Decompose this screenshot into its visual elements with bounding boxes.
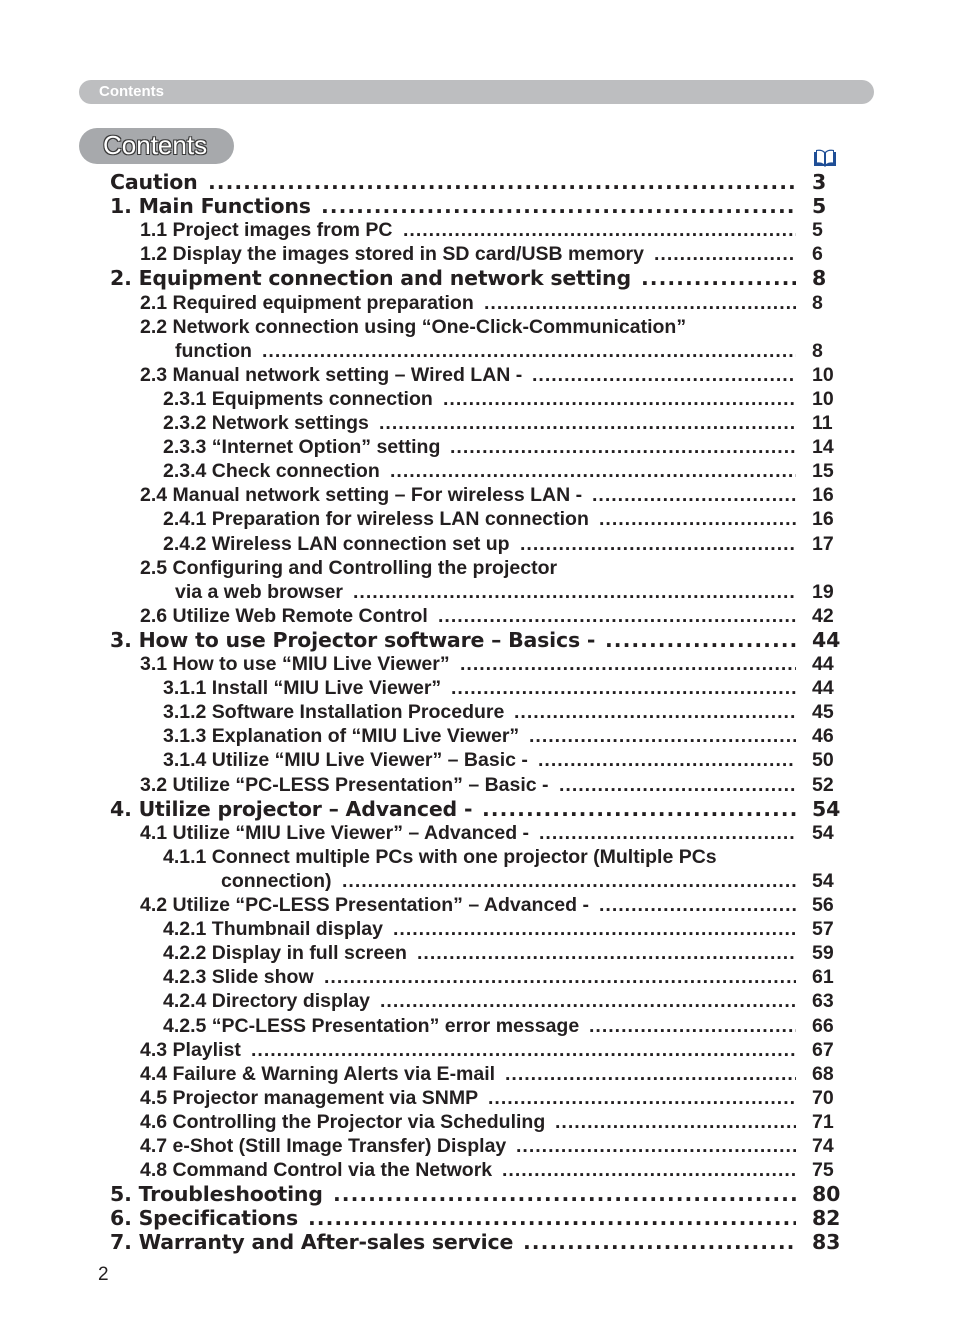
toc-section-row[interactable]: [0, 724, 954, 748]
toc-page-number: 50: [812, 749, 834, 771]
toc-entry-title: 4.2.2 Display in full screen: [163, 942, 407, 964]
toc-dot-leader: [559, 773, 796, 797]
toc-section-row[interactable]: [0, 917, 954, 941]
toc-chapter-row[interactable]: [0, 266, 954, 290]
toc-dot-leader: [532, 363, 796, 387]
toc-dot-leader: [460, 652, 796, 676]
toc-section-row[interactable]: [0, 893, 954, 917]
toc-entry-title: 4.1.1 Connect multiple PCs with one projector (Multiple PCs: [163, 846, 717, 868]
toc-section-row[interactable]: [0, 339, 954, 363]
toc-chapter-row[interactable]: [0, 1182, 954, 1206]
toc-dot-leader: [438, 604, 796, 628]
toc-entry-title: 3.2 Utilize “PC-LESS Presentation” – Basic -: [140, 774, 549, 796]
toc-entry-title: 2.6 Utilize Web Remote Control: [140, 605, 428, 627]
toc-page-number: 68: [812, 1063, 834, 1085]
toc-dot-leader: [482, 797, 796, 821]
toc-entry-title: 4.3 Playlist: [140, 1039, 241, 1061]
toc-page-number: 63: [812, 990, 834, 1012]
toc-entry-title: 1. Main Functions: [110, 194, 311, 218]
toc-entry-title: 4.2 Utilize “PC-LESS Presentation” – Advanced -: [140, 894, 589, 916]
toc-dot-leader: [538, 748, 796, 772]
toc-page-number: 57: [812, 918, 834, 940]
toc-page-number: 44: [812, 628, 841, 652]
toc-section-row[interactable]: [0, 748, 954, 772]
toc-page-number: 16: [812, 484, 834, 506]
toc-dot-leader: [379, 411, 796, 435]
toc-dot-leader: [321, 194, 796, 218]
toc-section-row[interactable]: [0, 1038, 954, 1062]
toc-dot-leader: [443, 387, 796, 411]
toc-section-row[interactable]: [0, 459, 954, 483]
toc-section-row[interactable]: [0, 700, 954, 724]
toc-page-number: 14: [812, 436, 834, 458]
toc-page-number: 52: [812, 774, 834, 796]
toc-section-row[interactable]: [0, 291, 954, 315]
toc-page-number: 66: [812, 1015, 834, 1037]
toc-page-number: 8: [812, 292, 823, 314]
toc-section-row[interactable]: [0, 604, 954, 628]
toc-entry-title: 2.3.4 Check connection: [163, 460, 380, 482]
contents-title-badge: [79, 128, 234, 164]
toc-section-row[interactable]: [0, 387, 954, 411]
toc-page-number: 16: [812, 508, 834, 530]
toc-dot-leader: [450, 435, 796, 459]
toc-entry-title: 4.8 Command Control via the Network: [140, 1159, 493, 1181]
toc-chapter-row[interactable]: [0, 1206, 954, 1230]
toc-dot-leader: [208, 170, 796, 194]
toc-page-number: 3: [812, 170, 827, 194]
toc-dot-leader: [353, 580, 796, 604]
toc-section-row[interactable]: [0, 363, 954, 387]
toc-page-number: 44: [812, 653, 834, 675]
toc-dot-leader: [488, 1086, 796, 1110]
toc-section-row[interactable]: [0, 315, 954, 339]
toc-entry-title: 3.1.2 Software Installation Procedure: [163, 701, 505, 723]
toc-section-row[interactable]: [0, 1086, 954, 1110]
toc-dot-leader: [451, 676, 796, 700]
toc-section-row[interactable]: [0, 507, 954, 531]
toc-dot-leader: [308, 1206, 796, 1230]
toc-dot-leader: [393, 917, 796, 941]
toc-entry-title: 2.1 Required equipment preparation: [140, 292, 474, 314]
toc-entry-title: 1.2 Display the images stored in SD card/USB memory: [140, 243, 644, 265]
toc-section-row[interactable]: [0, 1134, 954, 1158]
toc-page-number: 15: [812, 460, 834, 482]
toc-section-row[interactable]: [0, 965, 954, 989]
header-label: Contents: [99, 83, 164, 100]
toc-page-number: 17: [812, 533, 834, 555]
toc-section-row[interactable]: [0, 532, 954, 556]
toc-entry-title: 4.5 Projector management via SNMP: [140, 1087, 479, 1109]
toc-section-row[interactable]: [0, 1014, 954, 1038]
toc-chapter-row[interactable]: [0, 170, 954, 194]
toc-page-number: 44: [812, 677, 834, 699]
toc-dot-leader: [390, 459, 796, 483]
toc-dot-leader: [539, 821, 796, 845]
toc-page-number: 54: [812, 797, 841, 821]
toc-section-row[interactable]: [0, 218, 954, 242]
toc-dot-leader: [251, 1038, 796, 1062]
toc-dot-leader: [333, 1182, 796, 1206]
toc-dot-leader: [641, 266, 796, 290]
toc-section-row[interactable]: [0, 1062, 954, 1086]
toc-chapter-row[interactable]: [0, 628, 954, 652]
toc-page-number: 61: [812, 966, 834, 988]
toc-chapter-row[interactable]: [0, 797, 954, 821]
toc-entry-title: 5. Troubleshooting: [110, 1182, 323, 1206]
toc-entry-title: 3. How to use Projector software – Basics -: [110, 628, 596, 652]
toc-dot-leader: [516, 1134, 796, 1158]
toc-entry-title: 2.3.2 Network settings: [163, 412, 369, 434]
toc-entry-title: 4.2.3 Slide show: [163, 966, 314, 988]
toc-page-number: 8: [812, 266, 827, 290]
toc-section-row[interactable]: [0, 242, 954, 266]
toc-page-number: 19: [812, 581, 834, 603]
toc-dot-leader: [605, 628, 796, 652]
toc-dot-leader: [599, 507, 796, 531]
toc-page-number: 54: [812, 870, 834, 892]
toc-section-row[interactable]: [0, 435, 954, 459]
toc-page-number: 5: [812, 194, 827, 218]
toc-section-row[interactable]: [0, 556, 954, 580]
toc-dot-leader: [417, 941, 796, 965]
toc-page-number: 45: [812, 701, 834, 723]
toc-entry-title: 2.2 Network connection using “One-Click-Communication”: [140, 316, 687, 338]
toc-entry-title: 2. Equipment connection and network setting: [110, 266, 631, 290]
toc-page-number: 10: [812, 364, 834, 386]
toc-entry-title: connection): [221, 870, 332, 892]
toc-dot-leader: [342, 869, 796, 893]
toc-section-row[interactable]: [0, 676, 954, 700]
toc-section-row[interactable]: [0, 652, 954, 676]
toc-section-row[interactable]: [0, 411, 954, 435]
toc-section-row[interactable]: [0, 989, 954, 1013]
header-bar: [79, 80, 874, 104]
toc-dot-leader: [403, 218, 796, 242]
toc-page-number: 56: [812, 894, 834, 916]
toc-section-row[interactable]: [0, 821, 954, 845]
toc-section-row[interactable]: [0, 941, 954, 965]
toc-section-row[interactable]: [0, 1158, 954, 1182]
toc-page-number: 10: [812, 388, 834, 410]
toc-page-number: 82: [812, 1206, 841, 1230]
toc-page-number: 83: [812, 1230, 841, 1254]
toc-entry-title: 2.4.2 Wireless LAN connection set up: [163, 533, 510, 555]
toc-entry-title: 2.4.1 Preparation for wireless LAN connection: [163, 508, 589, 530]
toc-entry-title: 2.3.3 “Internet Option” setting: [163, 436, 441, 458]
toc-entry-title: 4.2.1 Thumbnail display: [163, 918, 383, 940]
toc-page-number: 74: [812, 1135, 834, 1157]
toc-section-row[interactable]: [0, 773, 954, 797]
toc-entry-title: 4.7 e-Shot (Still Image Transfer) Display: [140, 1135, 507, 1157]
toc-entry-title: 4.1 Utilize “MIU Live Viewer” – Advanced -: [140, 822, 530, 844]
toc-entry-title: 2.5 Configuring and Controlling the projector: [140, 557, 558, 579]
toc-entry-title: 4. Utilize projector – Advanced -: [110, 797, 473, 821]
toc-entry-title: 1.1 Project images from PC: [140, 219, 393, 241]
toc-dot-leader: [589, 1014, 796, 1038]
toc-page-number: 67: [812, 1039, 834, 1061]
toc-entry-title: 4.2.5 “PC-LESS Presentation” error message: [163, 1015, 580, 1037]
toc-entry-title: 3.1.3 Explanation of “MIU Live Viewer”: [163, 725, 520, 747]
toc-page-number: 11: [812, 412, 833, 434]
toc-dot-leader: [380, 989, 796, 1013]
toc-entry-title: Caution: [110, 170, 198, 194]
toc-dot-leader: [599, 893, 796, 917]
toc-entry-title: 6. Specifications: [110, 1206, 298, 1230]
toc-dot-leader: [505, 1062, 796, 1086]
toc-dot-leader: [514, 700, 796, 724]
toc-entry-title: 3.1.4 Utilize “MIU Live Viewer” – Basic -: [163, 749, 528, 771]
toc-page-number: 70: [812, 1087, 834, 1109]
toc-dot-leader: [484, 291, 796, 315]
page-title: Contents: [103, 130, 208, 160]
toc-page-number: 5: [812, 219, 823, 241]
toc-section-row[interactable]: [0, 483, 954, 507]
toc-page-number: 71: [812, 1111, 834, 1133]
toc-dot-leader: [654, 242, 796, 266]
toc-page-number: 8: [812, 340, 823, 362]
toc-section-row[interactable]: [0, 869, 954, 893]
toc-entry-title: 3.1.1 Install “MIU Live Viewer”: [163, 677, 442, 699]
page-number: 2: [98, 1264, 109, 1285]
toc-chapter-row[interactable]: [0, 1230, 954, 1254]
toc-entry-title: via a web browser: [175, 581, 343, 603]
toc-dot-leader: [592, 483, 796, 507]
toc-dot-leader: [262, 339, 796, 363]
toc-section-row[interactable]: [0, 1110, 954, 1134]
toc-page-number: 42: [812, 605, 834, 627]
toc-entry-title: 4.4 Failure & Warning Alerts via E-mail: [140, 1063, 496, 1085]
toc-page-number: 80: [812, 1182, 841, 1206]
toc-page-number: 75: [812, 1159, 834, 1181]
toc-dot-leader: [520, 532, 796, 556]
toc-entry-title: 4.2.4 Directory display: [163, 990, 371, 1012]
toc-entry-title: 7. Warranty and After-sales service: [110, 1230, 514, 1254]
toc-section-row[interactable]: [0, 845, 954, 869]
toc-entry-title: 2.4 Manual network setting – For wireless LAN -: [140, 484, 583, 506]
book-icon: [813, 149, 837, 168]
toc-dot-leader: [555, 1110, 796, 1134]
toc-page-number: 46: [812, 725, 834, 747]
toc-dot-leader: [324, 965, 796, 989]
toc-entry-title: 3.1 How to use “MIU Live Viewer”: [140, 653, 450, 675]
toc-entry-title: 2.3 Manual network setting – Wired LAN -: [140, 364, 523, 386]
toc-page-number: 54: [812, 822, 834, 844]
toc-dot-leader: [529, 724, 796, 748]
toc-section-row[interactable]: [0, 580, 954, 604]
toc-dot-leader: [502, 1158, 796, 1182]
toc-entry-title: 2.3.1 Equipments connection: [163, 388, 433, 410]
toc-page-number: 6: [812, 243, 823, 265]
toc-chapter-row[interactable]: [0, 194, 954, 218]
toc-page-number: 59: [812, 942, 834, 964]
toc-dot-leader: [523, 1230, 796, 1254]
toc-entry-title: 4.6 Controlling the Projector via Scheduling: [140, 1111, 546, 1133]
toc-entry-title: function: [175, 340, 252, 362]
